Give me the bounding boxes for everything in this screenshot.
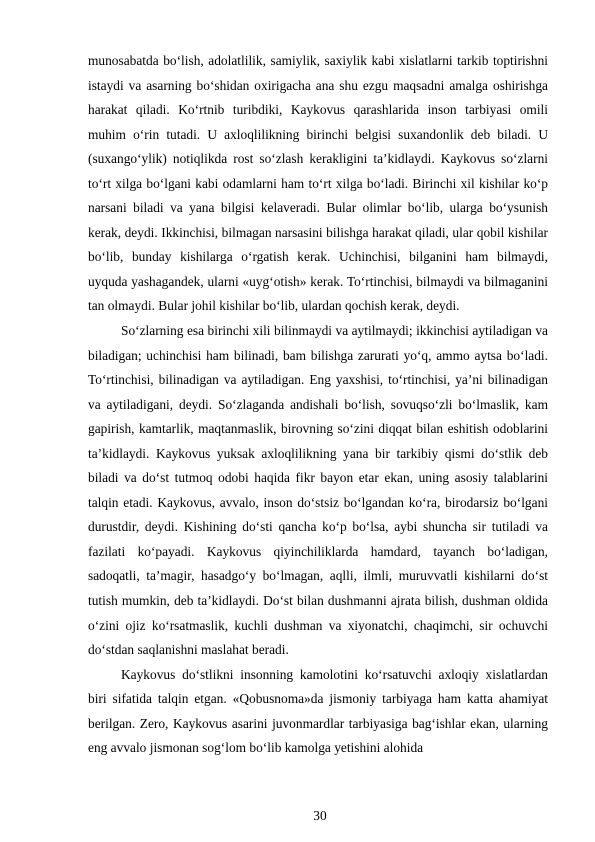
paragraph-2: So‘zlarning esa birinchi xili bilinmaydi va aytilmaydi; ikkinchisi aytiladigan va biladigan; uchinchisi ham bilinadi, bam bilishga zarurati yo‘q, ammo aytsa bo‘ladi. To‘rtinchisi, bilinadigan va aytiladigan. Eng yaxshisi, to‘rtinchisi, ya’ni bilinadigan va aytiladigani, deydi. So‘zlaganda andishali bo‘lish, sovuqso‘zli bo‘lmaslik, kam gapirish, kamtarlik, maqtanmaslik, birovning so‘zini diqqat bilan eshitish odoblarini ta’kidlaydi. Kaykovus yuksak axloqlilikning yana bir tarkibiy qismi do‘stlik deb biladi va do‘st tutmoq odobi haqida fikr bayon etar ekan, uning asosiy talablarini talqin etadi. Kaykovus, avvalo, inson do‘stsiz bo‘lgandan ko‘ra, birodarsiz bo‘lgani durustdir, deydi. Kishining do‘sti qancha ko‘p bo‘lsa, aybi shuncha sir tutiladi va fazilati ko‘payadi. Kaykovus qiyinchiliklarda hamdard, tayanch bo‘ladigan, sadoqatli, ta’magir, hasadgo‘y bo‘lmagan, aqlli, ilmli, muruvvatli kishilarni do‘st tutish mumkin, deb ta’kidlaydi. Do‘st bilan dushmanni ajrata bilish, dushman oldida o‘zini ojiz ko‘rsatmaslik, kuchli dushman va xiyonatchi, chaqimchi, sir ochuvchi do‘stdan saqlanishni maslahat beradi. [88, 323, 548, 658]
paragraph-1: munosabatda bo‘lish, adolatlilik, samiylik, saxiylik kabi xislatlarni tarkib toptirishni istaydi va asarning bo‘shidan oxirigacha ana shu ezgu maqsadni amalga oshirishga harakat qiladi. Ko‘rtnib turibdiki, Kaykovus qarashlarida inson tarbiyasi omili muhim o‘rin tutadi. U axloqlilikning birinchi belgisi suxandonlik deb biladi. U (suxango‘ylik) notiqlikda rost so‘zlash kerakligini ta’kidlaydi. Kaykovus so‘zlarni to‘rt xilga bo‘lgani kabi odamlarni ham to‘rt xilga bo‘ladi. Birinchi xil kishilar ko‘p narsani biladi va yana bilgisi kelaveradi. Bular olimlar bo‘lib, ularga bo‘ysunish kerak, deydi. Ikkinchisi, bilmagan narsasini bilishga harakat qiladi, ular qobil kishilar bo‘lib, bunday kishilarga o‘rgatish kerak. Uchinchisi, bilganini ham bilmaydi, uyquda yashagandek, ularni «uyg‘otish» kerak. To‘rtinchisi, bilmaydi va bilmaganini tan olmaydi. Bular johil kishilar bo‘lib, ulardan qochish kerak, deydi. [88, 53, 548, 314]
page-number: 30 [313, 808, 327, 823]
paragraph-3: Kaykovus do‘stlikni insonning kamolotini ko‘rsatuvchi axloqiy xislatlardan biri sifatida talqin etgan. «Qobusnoma»da jismoniy tarbiyaga ham katta ahamiyat berilgan. Zero, Kaykovus asarini juvonmardlar tarbiyasiga bag‘ishlar ekan, ularning eng avvalo jismonan sog‘lom bo‘lib kamolga yetishini alohida [88, 666, 548, 756]
document-page-body [88, 49, 548, 761]
